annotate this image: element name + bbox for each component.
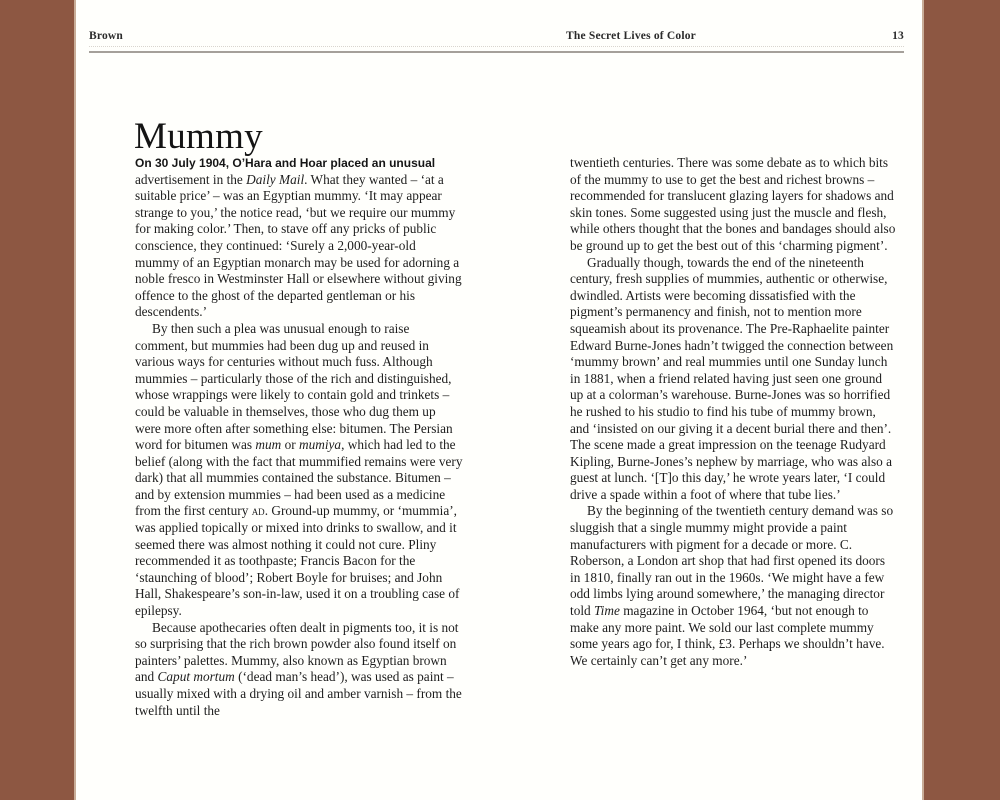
header-rule-light: [89, 46, 904, 47]
text-segment: Caput mortum: [157, 669, 235, 685]
text-segment: magazine in October 1964, ‘but not enough to make any more paint. We sold our last complete mummy some years ago for, I think, £3. Perhaps we shouldn’t have. We certainly can’t get any more.’: [570, 603, 885, 668]
running-head-section: Brown: [89, 30, 124, 42]
text-segment: Daily Mail: [246, 171, 305, 187]
text-segment: Gradually though, towards the end of the nineteenth century, fresh supplies of mummies, authentic or otherwise, dwindled. Artists were becoming dissatisfied with the pigment’s permanency and finish, not to mention more squeamish about its provenance. The Pre-Raphaelite painter Edward Burne-Jones hadn’t twigged the connection between ‘mummy brown’ and real mummies until one Sunday lunch in 1881, when a friend related having just seen one ground up at a colorman’s warehouse. Burne-Jones was so horrified he rushed to his studio to find his tube of mummy brown, and ‘insisted on our giving it a decent burial there and then’. The scene made a great impression on the teenage Rudyard Kipling, Burne-Jones’s nephew by marriage, who was also a guest at lunch. ‘[T]o this day,’ he wrote years later, ‘I could drive a spade within a foot of where that tube lies.’: [570, 254, 894, 502]
text-segment: . Ground-up mummy, or ‘mummia’, was applied topically or mixed into drinks to swallow, and it seemed there was almost nothing it could not cure. Pliny recommended it as toothpaste; Francis Bacon for the ‘staunching of blood’; Robert Boyle for bruises; and John Hall, Shakespeare’s son-in-law, used it on a troubling case of epilepsy.: [135, 503, 460, 619]
page: [74, 0, 924, 800]
text-segment: advertisement in the: [135, 171, 247, 187]
text-segment: By then such a plea was unusual enough to raise comment, but mummies had been dug up and reused in various ways for centuries without much fuss. Although mummies – particularly those of the rich and distinguished, whose wrappings were likely to contain gold and trinkets – could be valuable in themselves, those who dug them up were more often after something else: bitumen. The Persian word for bitumen was: [135, 320, 453, 453]
running-head: [89, 30, 904, 45]
text-segment: ad: [251, 503, 265, 519]
text-segment: By the beginning of the twentieth century demand was so sluggish that a single mummy might provide a paint manufacturers with pigment for a decade or more. C. Roberson, a London art shop that had first opened its doors in 1810, finally ran out in the 1960s. ‘We might have a few odd limbs lying around somewhere,’ the managing director told: [570, 503, 894, 619]
text-column-right: [570, 155, 898, 719]
text-segment: On 30 July 1904, O’Hara and Hoar placed an unusual: [135, 156, 436, 170]
text-columns: [135, 155, 898, 719]
text-segment: Because apothecaries often dealt in pigments too, it is not so surprising that the rich brown powder also found itself on painters’ palettes. Mummy, also known as Egyptian brown and: [135, 619, 459, 685]
text-segment: , which had led to the belief (along with the fact that mummified remains were very dark) that all mummies contained the substance. Bitumen – and by extension mummies – had been used as a medicine from the first century: [135, 437, 463, 519]
paragraph: [570, 503, 898, 669]
paragraph: [135, 321, 463, 620]
paragraph: [570, 255, 898, 504]
paragraph: [570, 155, 898, 255]
text-segment: mum: [255, 437, 282, 453]
text-segment: or: [281, 437, 299, 453]
text-segment: mumiya: [298, 437, 342, 453]
paragraph: [135, 620, 463, 720]
text-segment: . What they wanted – ‘at a suitable price’ – was an Egyptian mummy. ‘It may appear strange to you,’ the notice read, ‘but we require our mummy for making color.’ Then, to stave off any pricks of public conscience, they continued: ‘Surely a 2,000-year-old mummy of an Egyptian monarch may be used for adorning a noble fresco in Westminster Hall or elsewhere without giving offence to the ghost of the departed gentleman or his descendents.’: [135, 171, 462, 320]
header-rule-dark: [89, 51, 904, 53]
text-column-left: [135, 155, 463, 719]
text-segment: twentieth centuries. There was some debate as to which bits of the mummy to use to get the best and richest browns – recommended for translucent glazing layers for shadows and skin tones. Some suggested using just the muscle and flesh, while others thought that the bones and bandages should also be ground up to get the best out of this ‘charming pigment’.: [570, 155, 896, 253]
text-segment: Time: [594, 603, 620, 619]
chapter-title: Mummy: [134, 115, 263, 157]
running-head-book-title: The Secret Lives of Color: [566, 30, 696, 42]
running-head-page-number: 13: [892, 30, 904, 42]
text-segment: (‘dead man’s head’), was used as paint – usually mixed with a drying oil and amber varnish – from the twelfth until the: [135, 669, 462, 718]
paragraph: [135, 155, 463, 321]
